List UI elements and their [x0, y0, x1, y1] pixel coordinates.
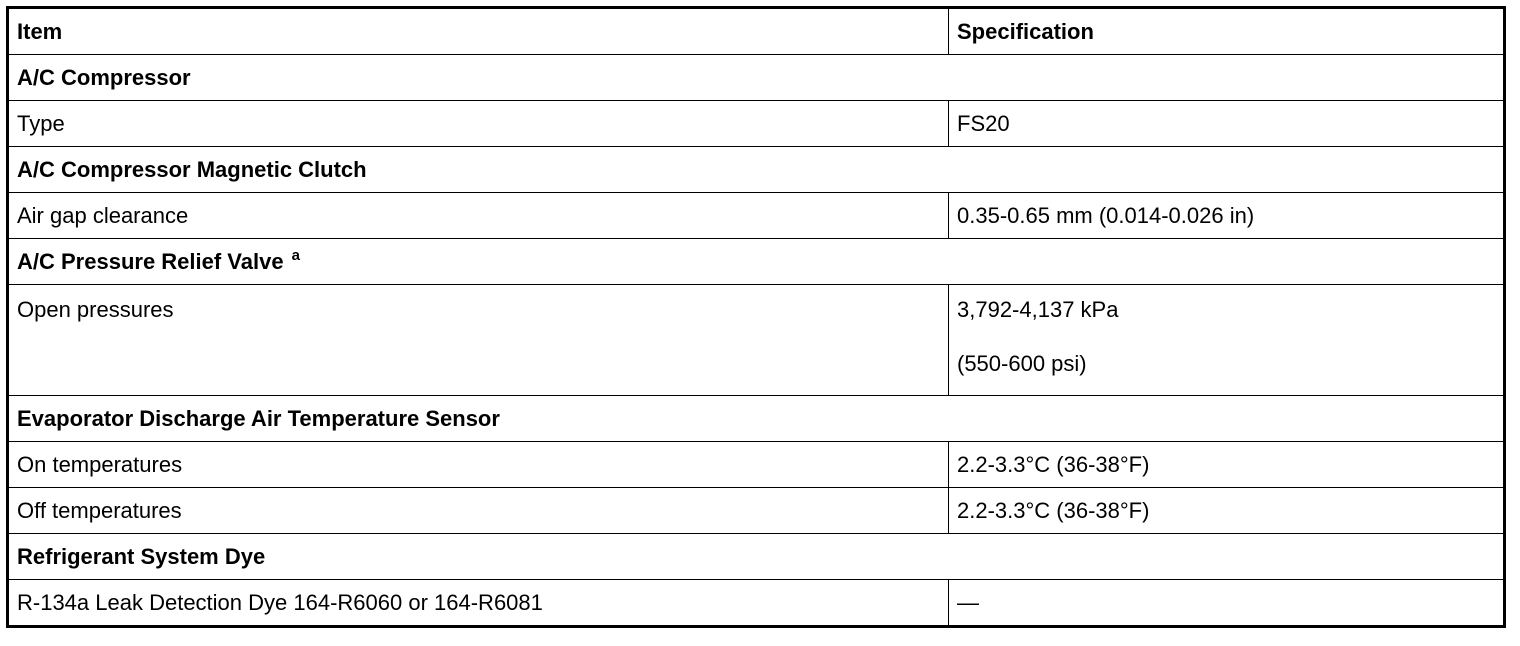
section-title-dye: Refrigerant System Dye: [8, 534, 1505, 580]
section-title-evaporator-sensor: Evaporator Discharge Air Temperature Sensor: [8, 396, 1505, 442]
item-label: Air gap clearance: [8, 193, 949, 239]
section-title-text: A/C Pressure Relief Valve: [17, 248, 284, 274]
header-item: Item: [8, 8, 949, 55]
item-label-text: Open pressures: [17, 297, 174, 322]
section-title-clutch: A/C Compressor Magnetic Clutch: [8, 147, 1505, 193]
spec-value: 2.2-3.3°C (36-38°F): [949, 442, 1505, 488]
header-row: [8, 8, 1505, 55]
spec-value: FS20: [949, 101, 1505, 147]
section-row: [8, 396, 1505, 442]
header-specification: Specification: [949, 8, 1505, 55]
table-row: [8, 101, 1505, 147]
item-label: Off temperatures: [8, 488, 949, 534]
item-label: Type: [8, 101, 949, 147]
item-label: R-134a Leak Detection Dye 164-R6060 or 164-R6081: [8, 580, 949, 627]
table-row: [8, 488, 1505, 534]
item-label: [8, 285, 949, 396]
section-row: [8, 534, 1505, 580]
table-row: [8, 285, 1505, 396]
section-title-relief-valve: [8, 239, 1505, 285]
table-row: [8, 580, 1505, 627]
section-row: [8, 147, 1505, 193]
spec-value: —: [949, 580, 1505, 627]
table-row: [8, 193, 1505, 239]
item-label: On temperatures: [8, 442, 949, 488]
spec-value: 0.35-0.65 mm (0.014-0.026 in): [949, 193, 1505, 239]
section-row: [8, 55, 1505, 101]
footnote-marker: a: [291, 246, 300, 264]
spec-value-psi: (550-600 psi): [957, 351, 1087, 376]
spec-value: 2.2-3.3°C (36-38°F): [949, 488, 1505, 534]
specification-table: [6, 6, 1506, 628]
section-row: [8, 239, 1505, 285]
spec-value-kpa: 3,792-4,137 kPa: [957, 297, 1119, 322]
spec-value: [949, 285, 1505, 396]
table-row: [8, 442, 1505, 488]
section-title-compressor: A/C Compressor: [8, 55, 1505, 101]
